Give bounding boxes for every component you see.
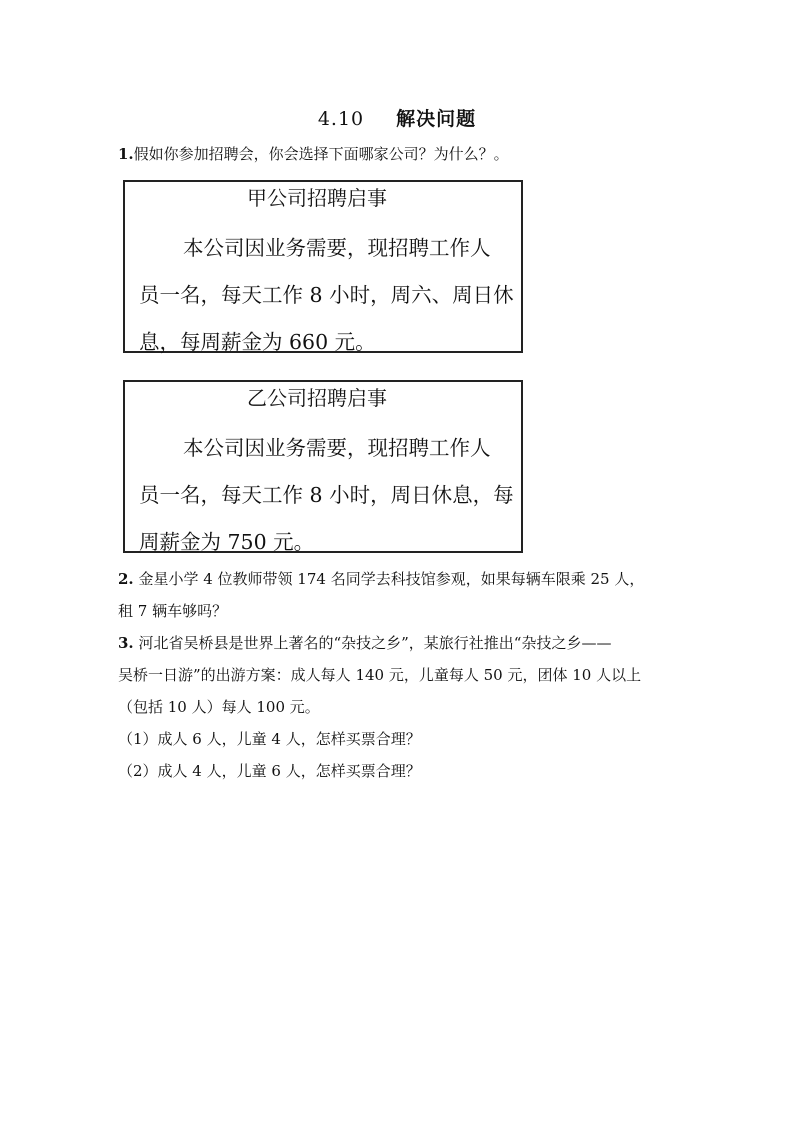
- section-number: 4.10: [317, 108, 365, 130]
- question-number: 2.: [118, 570, 134, 588]
- ad-title: 甲公司招聘启事: [247, 186, 387, 210]
- ad-line: 息，每周薪金为 660 元。: [139, 330, 376, 354]
- ad-line: 本公司因业务需要，现招聘工作人: [183, 436, 491, 460]
- ad-line: 本公司因业务需要，现招聘工作人: [183, 236, 491, 260]
- question-text: 假如你参加招聘会，你会选择下面哪家公司？为什么？。: [133, 145, 509, 163]
- question-text: 河北省吴桥县是世界上著名的“杂技之乡”，某旅行社推出“杂技之乡——: [138, 634, 612, 652]
- question-text: 金星小学 4 位教师带领 174 名同学去科技馆参观，如果每辆车限乘 25 人，: [138, 570, 645, 588]
- ad-line: 员一名，每天工作 8 小时，周日休息，每: [139, 483, 514, 507]
- question-1: [118, 144, 509, 164]
- ad-line: 周薪金为 750 元。: [139, 530, 315, 554]
- question-2: [118, 569, 644, 589]
- sub-question-1: （1）成人 6 人，儿童 4 人，怎样买票合理？: [118, 730, 421, 748]
- sub-question-2: （2）成人 4 人，儿童 6 人，怎样买票合理？: [118, 762, 421, 780]
- ad-title: 乙公司招聘启事: [247, 386, 387, 410]
- question-number: 3.: [118, 634, 134, 652]
- question-number: 1.: [118, 145, 134, 163]
- ad-box-jia: [123, 180, 523, 353]
- section-title: 解决问题: [396, 108, 477, 130]
- question-3: [118, 633, 611, 653]
- question-2-cont: 租 7 辆车够吗？: [118, 602, 228, 620]
- page-title: [0, 104, 794, 131]
- ad-box-yi: [123, 380, 523, 553]
- ad-line: 员一名，每天工作 8 小时，周六、周日休: [139, 283, 514, 307]
- question-3-cont: 吴桥一日游”的出游方案：成人每人 140 元，儿童每人 50 元，团体 10 人以上: [118, 666, 642, 684]
- question-3-cont: （包括 10 人）每人 100 元。: [118, 698, 320, 716]
